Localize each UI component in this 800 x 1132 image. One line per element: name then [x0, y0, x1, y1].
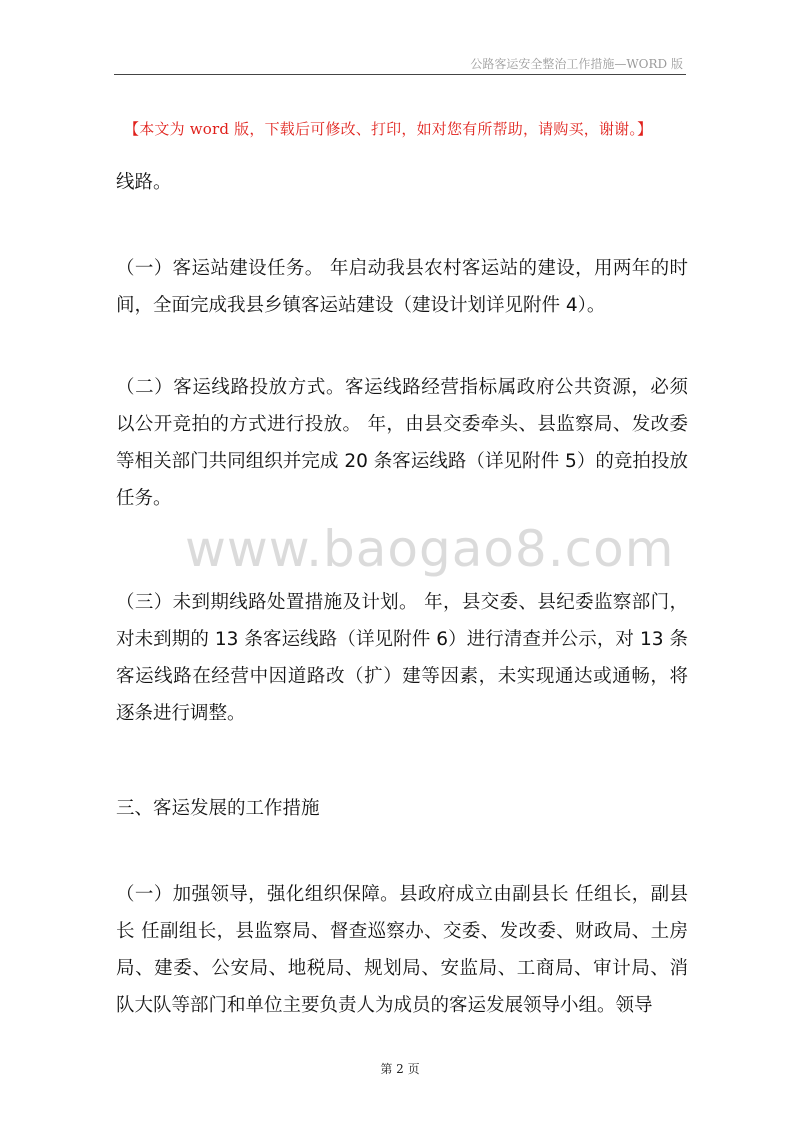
document-header-title: 公路客运安全整治工作措施—WORD 版 [470, 57, 683, 71]
paragraph-line-continuation: 线路。 [116, 172, 172, 193]
header-divider [114, 74, 686, 75]
page-number: 第 2 页 [380, 1062, 420, 1076]
watermark: www.baogao8.com [185, 520, 675, 578]
section-heading: 三、客运发展的工作措施 [116, 798, 320, 819]
paragraph-unexpired-routes: （三）未到期线路处置措施及计划。 年，县交委、县纪委监察部门，对未到期的 13 条客运线路（详见附件 6）进行清查并公示，对 13 条客运线路在经营中因道路改（扩）建等因素，未实现通达或通畅，将逐条进行调整。 [116, 592, 688, 724]
paragraph-station-construction: （一）客运站建设任务。 年启动我县农村客运站的建设，用两年的时间，全面完成我县乡镇客运站建设（建设计划详见附件 4）。 [116, 258, 688, 316]
purchase-notice: 【本文为 word 版，下载后可修改、打印，如对您有所帮助，请购买，谢谢。】 [124, 120, 653, 138]
paragraph-route-allocation: （二）客运线路投放方式。客运线路经营指标属政府公共资源，必须以公开竞拍的方式进行投放。 年，由县交委牵头、县监察局、发改委等相关部门共同组织并完成 20 条客运线路（详见附件 5）的竞拍投放任务。 [116, 377, 688, 509]
paragraph-leadership: （一）加强领导，强化组织保障。县政府成立由副县长 任组长，副县长 任副组长，县监察局、督查巡察办、交委、发改委、财政局、土房局、建委、公安局、地税局、规划局、安监局、工商局、审计局、消队大队等部门和单位主要负责人为成员的客运发展领导小组。领导 [116, 884, 688, 1016]
